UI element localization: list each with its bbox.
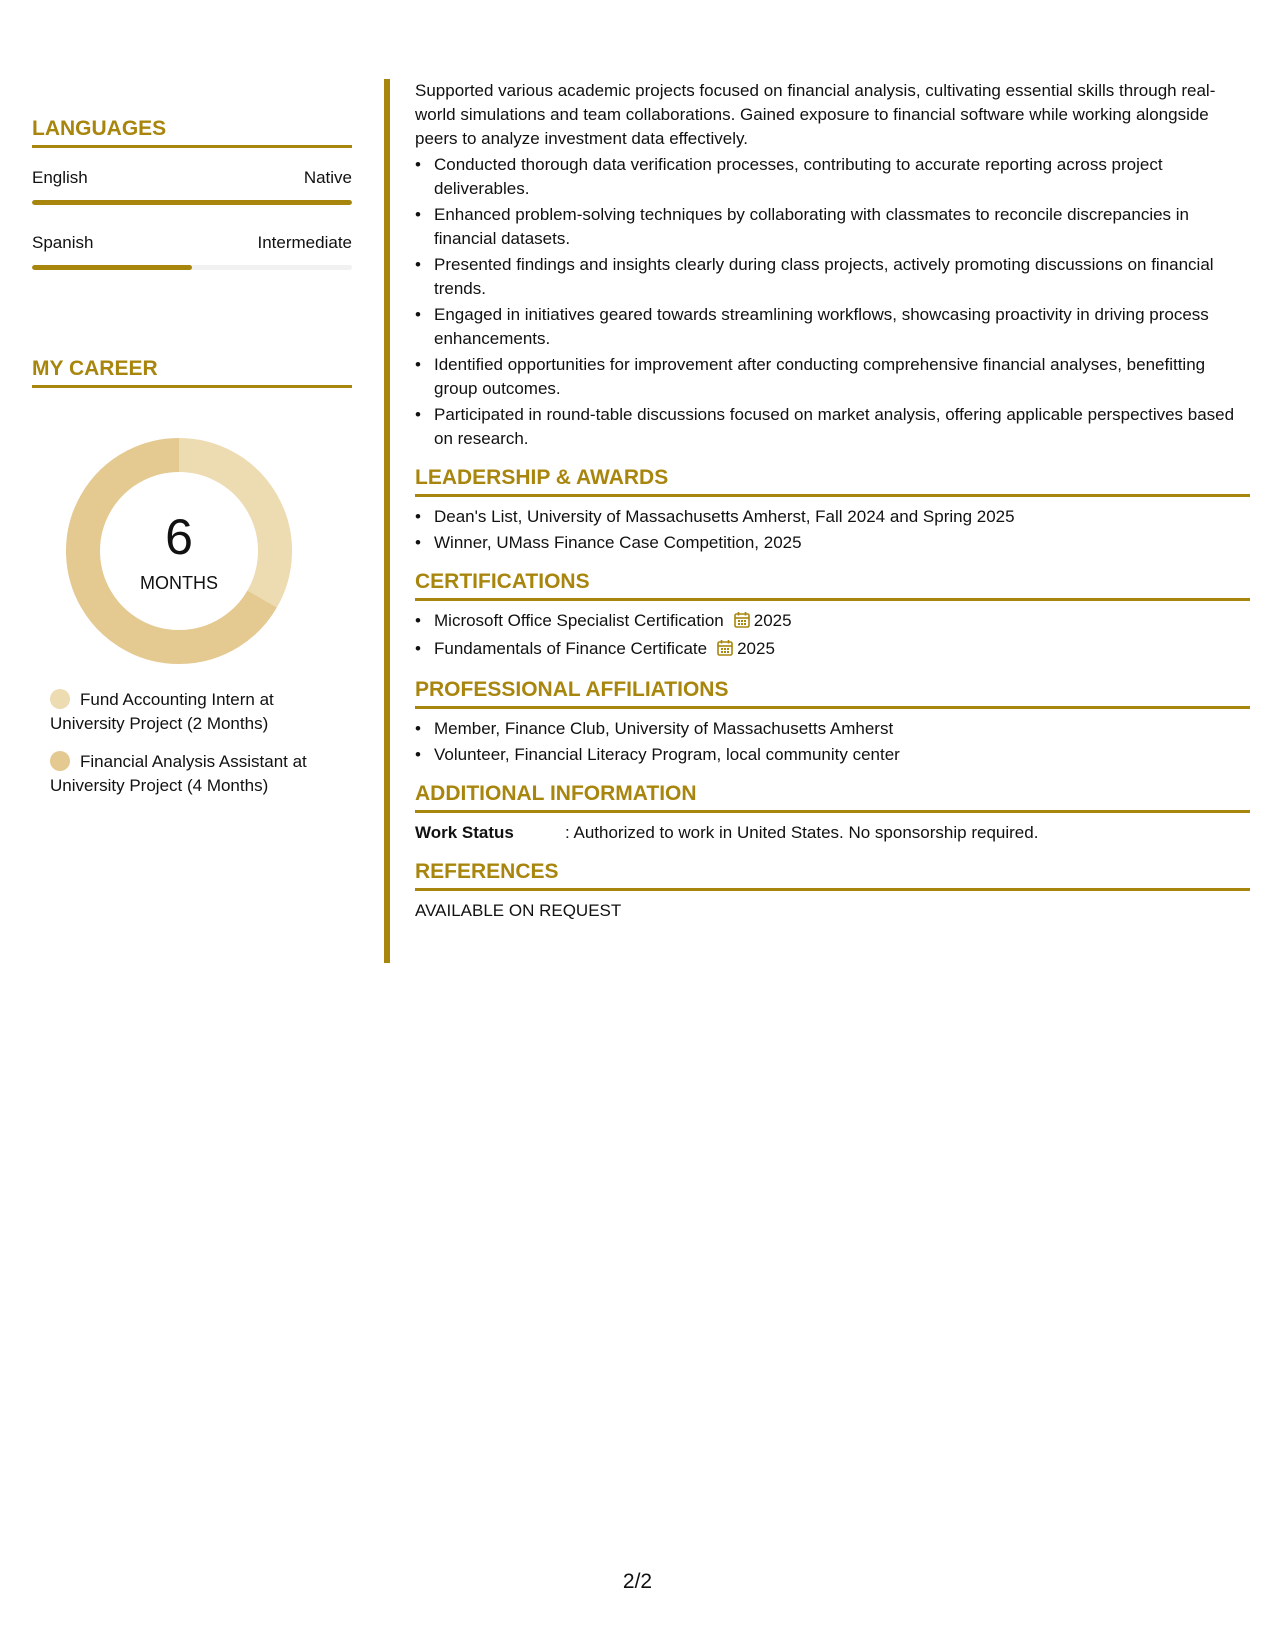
certifications-list [415, 609, 1250, 663]
legend-item [50, 750, 340, 798]
list-item [415, 609, 1250, 635]
career-total-unit: MONTHS [140, 573, 218, 593]
additional-title: ADDITIONAL INFORMATION [415, 782, 1250, 813]
references-title: REFERENCES [415, 860, 1250, 891]
legend-item [50, 688, 340, 736]
list-item: • Participated in round-table discussions focused on market analysis, offering applicable perspectives based on research. [415, 403, 1250, 451]
languages-title: LANGUAGES [32, 117, 352, 148]
calendar-icon [717, 639, 733, 663]
certification-year: 2025 [737, 639, 775, 658]
career-section [32, 357, 352, 388]
certification-name: Fundamentals of Finance Certificate [434, 639, 708, 658]
language-item-english [32, 168, 352, 205]
work-status-value: : Authorized to work in United States. No sponsorship required. [565, 823, 1039, 842]
career-total-number: 6 [165, 509, 193, 565]
list-item: • Volunteer, Financial Literacy Program, local community center [415, 743, 1250, 767]
legend-label: Financial Analysis Assistant at University Project (4 Months) [50, 752, 307, 795]
language-proficiency-fill [32, 265, 192, 270]
certification-year: 2025 [753, 611, 792, 630]
list-item: • Member, Finance Club, University of Massachusetts Amherst [415, 717, 1250, 741]
list-item: • Identified opportunities for improvement after conducting comprehensive financial analyses, benefitting group outcomes. [415, 353, 1250, 401]
list-item: • Presented findings and insights clearly during class projects, actively promoting discussions on financial trends. [415, 253, 1250, 301]
language-proficiency-bar [32, 200, 352, 205]
column-divider [384, 79, 390, 963]
language-item-spanish [32, 233, 352, 270]
language-level: Intermediate [257, 233, 352, 252]
list-item [415, 637, 1250, 663]
languages-section [32, 117, 352, 270]
certifications-title: CERTIFICATIONS [415, 570, 1250, 601]
page-number: 2/2 [622, 1570, 653, 1593]
language-proficiency-bar [32, 265, 352, 270]
language-level: Native [303, 168, 352, 187]
affiliations-title: PROFESSIONAL AFFILIATIONS [415, 678, 1250, 709]
experience-summary: Supported various academic projects focused on financial analysis, cultivating essential skills through real-world simulations and team collaborations. Gained exposure to financial software while working alongside peers to analyze investment data effectively. [415, 81, 1216, 148]
references-text: AVAILABLE ON REQUEST [415, 901, 622, 920]
language-name: Spanish [32, 233, 94, 252]
legend-label: Fund Accounting Intern at University Project (2 Months) [50, 690, 274, 733]
work-status-row [415, 821, 1250, 845]
language-name: English [32, 168, 88, 187]
career-legend [50, 688, 350, 798]
list-item: • Conducted thorough data verification processes, contributing to accurate reporting across project deliverables. [415, 153, 1250, 201]
certification-name: Microsoft Office Specialist Certification [434, 611, 724, 630]
list-item: • Engaged in initiatives geared towards streamlining workflows, showcasing proactivity in driving process enhancements. [415, 303, 1250, 351]
list-item: • Enhanced problem-solving techniques by collaborating with classmates to reconcile discrepancies in financial datasets. [415, 203, 1250, 251]
experience-bullets [415, 153, 1250, 451]
list-item: • Dean's List, University of Massachusetts Amherst, Fall 2024 and Spring 2025 [415, 505, 1250, 529]
list-item: • Winner, UMass Finance Case Competition, 2025 [415, 531, 1250, 555]
legend-dot [50, 751, 70, 771]
work-status-label: Work Status [415, 823, 514, 842]
career-donut-chart [66, 438, 292, 664]
right-column [415, 79, 1250, 923]
affiliations-list [415, 717, 1250, 767]
career-title: MY CAREER [32, 357, 352, 388]
calendar-icon [734, 611, 750, 635]
language-proficiency-fill [32, 200, 352, 205]
leadership-title: LEADERSHIP & AWARDS [415, 466, 1250, 497]
leadership-list [415, 505, 1250, 555]
legend-dot [50, 689, 70, 709]
